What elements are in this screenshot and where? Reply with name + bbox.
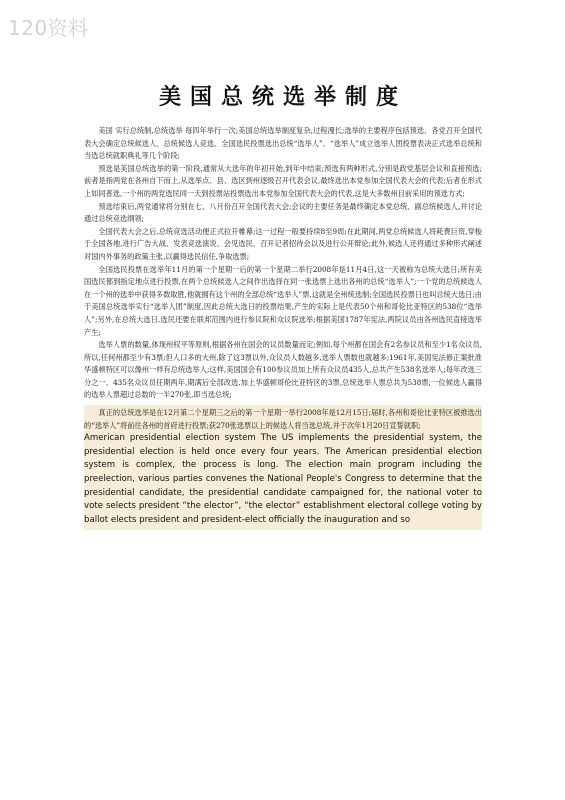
watermark-text: 120资料 <box>8 16 89 40</box>
paragraph-convention: 预选结束后,两党通常将分别在七、八月份召开全国代表大会;会议的主要任务是最终确定本党总统、副总统候选人,并讨论通过总统竞选纲领; <box>84 201 482 224</box>
document-page <box>84 80 482 530</box>
highlighted-section <box>84 405 482 530</box>
paragraph-intro: 美国 实行总统制,总统选举 每四年举行一次;美国总统选举制度复杂,过程漫长;选举的主要程序包括预选、各党召开全国代表大会确定总统候选人、总统候选人竞选、全国选民投票选出总统“选举人”、“选举人”成立选举人团投票表决正式选举总统和当选总统就职典礼等几个阶段; <box>84 126 482 161</box>
paragraph-preelection: 预选是美国总统选举的第一阶段,通常从大选年的年初开始,到年中结束;预选有两种形式,分别是政党基层会议和直接预选;前者是指两党在各州自下而上,从选举点、县、选区到州逐级召开代表会议,最终选出本党参加全国代表大会的代表;后者在形式上如同普选,一个州的两党选民同一天到投票站投票选出本党参加全国代表大会的代表,这是大多数州目前采用的预选方式; <box>84 163 482 198</box>
paragraph-voting: 全国选民投票在选举年11月的第一个星期一后的第一个星期二举行2008年是11月4日,这一天被称为总统大选日;所有美国选民都到指定地点进行投票,在两个总统候选人之间作出选择在同一张选票上选出各州的总统“选举人”;一个党的总统候选人在一个州的选举中获得多数取胜,他就拥有这个州的全部总统“选举人”票,这就是全州统选制;全国选民投票日也叫总统大选日;由于美国总统选举实行“选举人团”制度,因此总统大选日的投票结果,产生的实际上是代表50个州和哥伦比亚特区的538位“选举人”;另外,在总统大选日,选民还要在联邦范围内进行参议院和众议院选举;根据美国1787年宪法,两院议员由各州选民直接选举产生; <box>84 264 482 337</box>
paragraph-electoral-votes: 选举人票的数量,体现州权平等原则,根据各州在国会的议员数量而定;例如,每个州都在国会有2名参议员和至少1名众议员,所以,任何州都至少有3票;但人口多的大州,除了这3票以外,众议员人数越多,选举人票数也就越多;1961年,美国宪法修正案批准华盛顿特区可以像州一样有总统选举人;这样,美国国会有100参议员加上所有众议员435人,总共产生538名选举人;每年改选三分之一、435名众议员任期两年,期满后全部改选,加上华盛顿哥伦比亚特区的3票,总统选举人票总共为538票;一位候选人赢得的选举人票超过总数的一半270张,即当选总统; <box>84 340 482 400</box>
page-title: 美国总统选举制度 <box>158 85 407 110</box>
paragraph-campaign: 全国代表大会之后,总统竞选活动便正式拉开帷幕;这一过程一般要持续8至9周;在此期间,两党总统候选人将耗费巨资,穿梭于全国各地,进行广告大战、发表竞选演说、会见选民、召开记者招待会以及进行公开辩论;此外,候选人还将通过多种形式阐述对国内外事务的政策主张,以赢得选民信任,争取选票; <box>84 226 482 261</box>
paragraph-final-election: 真正的总统选举是在12月第二个星期三之后的第一个星期一举行2008年是12月15日;届时,各州和哥伦比亚特区被推选出的“选举人”将前往各州的首府进行投票;获270张选票以上的候选人将当选总统,并于次年1月20日宣誓就职; <box>84 408 482 430</box>
english-translation: American presidential election system The US implements the presidential system, the presidential election is held once every four years. The American presidential election system is complex, the process is long. The election main program including the preelection, various parties convenes the National People's Congress to determine that the presidential candidate, the presidential candidate campaigned for, the national voter to vote selects president “the elector”, “the elector” establishment electoral college voting by ballot elects president and president-elect officially the inauguration and so <box>84 433 482 525</box>
